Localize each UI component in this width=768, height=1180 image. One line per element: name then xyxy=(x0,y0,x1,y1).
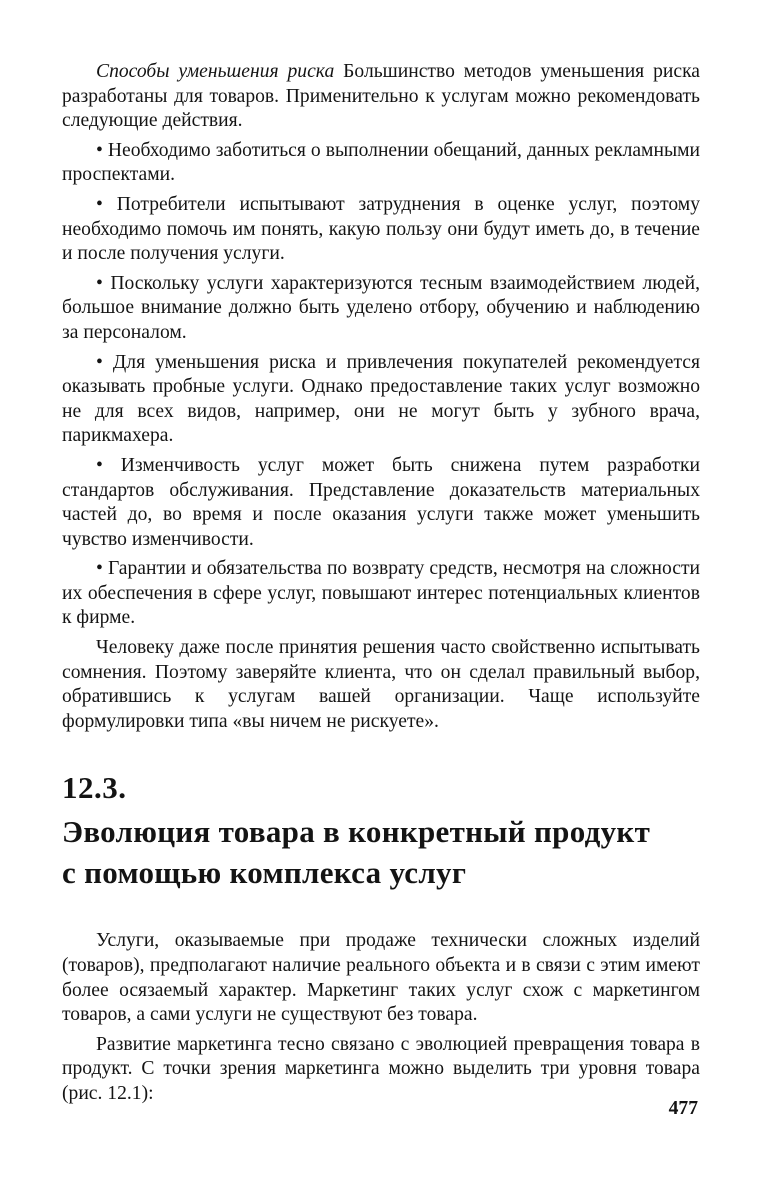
bullet-item: • Потребители испытывают затруднения в оценке услуг, поэтому необходимо помочь им понять, какую пользу они будут иметь до, в течение и после получения услуги. xyxy=(62,193,700,265)
section-number: 12.3. xyxy=(62,770,127,806)
body-paragraph: Развитие маркетинга тесно связано с эволюцией превращения товара в продукт. С точки зрения маркетинга можно выделить три уровня товара (рис. 12.1): xyxy=(62,1033,700,1104)
body-paragraph: Услуги, оказываемые при продаже технически сложных изделий (товаров), предполагают наличие реального объекта и в связи с этим имеют более осязаемый характер. Маркетинг таких услуг схож с маркетингом товаров, а сами услуги не существуют без товара. xyxy=(62,930,700,1026)
bullet-item: • Для уменьшения риска и привлечения покупателей рекомендуется оказывать пробные услуги. Однако предоставление таких услуг возможно не для всех видов, например, они не могут быть у зубного врача, парикмахера. xyxy=(62,351,700,447)
intro-paragraph xyxy=(62,60,700,134)
page-content xyxy=(62,60,700,1107)
bullet-item: • Поскольку услуги характеризуются тесным взаимодействием людей, большое внимание должно быть уделено отбору, обучению и наблюдению за персоналом. xyxy=(62,272,700,343)
section-title xyxy=(62,811,700,893)
bullet-item: • Гарантии и обязательства по возврату средств, несмотря на сложности их обеспечения в сфере услуг, повышают интерес потенциальных клиентов к фирме. xyxy=(62,558,700,629)
bullet-item: • Изменчивость услуг может быть снижена путем разработки стандартов обслуживания. Представление доказательств материальных частей до, во время и после оказания услуги также может уменьшить чувство изменчивости. xyxy=(62,454,700,550)
section-body xyxy=(62,929,700,1106)
section-title-line: с помощью комплекса услуг xyxy=(62,855,467,891)
page-number: 477 xyxy=(668,1098,698,1119)
bullet-item: • Необходимо заботиться о выполнении обещаний, данных рекламными проспектами. xyxy=(62,139,700,186)
closing-paragraph: Человеку даже после принятия решения часто свойственно испытывать сомнения. Поэтому заверяйте клиента, что он сделал правильный выбор, обратившись к услугам вашей организации. Чаще используйте формулировки типа «вы ничем не рискуете». xyxy=(62,637,700,732)
intro-text: Большинство методов уменьшения риска разработаны для товаров. Применительно к услугам можно рекомендовать следующие действия. xyxy=(62,61,700,132)
intro-lead-in: Способы уменьшения риска xyxy=(96,61,335,82)
section-title-line: Эволюция товара в конкретный продукт xyxy=(62,814,651,850)
